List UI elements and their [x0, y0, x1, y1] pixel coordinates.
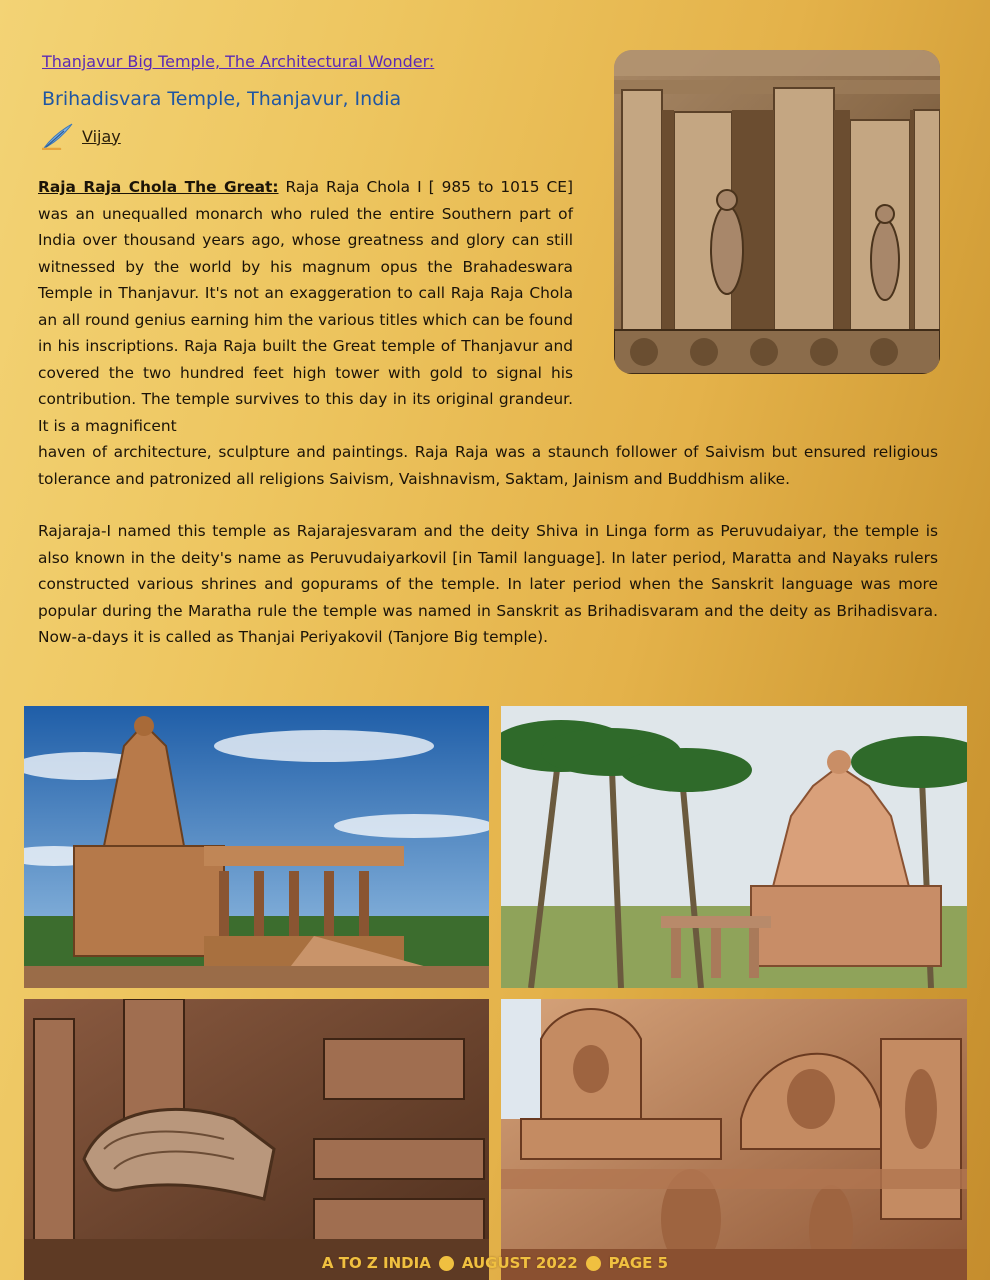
hero-image-temple-wall-carvings: [614, 50, 940, 374]
article-title: Brihadisvara Temple, Thanjavur, India: [42, 88, 402, 110]
footer-publication: A TO Z INDIA: [321, 1254, 431, 1272]
footer-page-number: PAGE 5: [608, 1254, 669, 1272]
article-paragraph-1: [38, 174, 573, 439]
photo-shrine-coconut-palms: [501, 706, 967, 988]
photo-stone-spout-carving: [24, 999, 489, 1280]
author-byline: [42, 122, 121, 150]
author-name[interactable]: Vijay: [82, 126, 121, 146]
footer-dot-separator: [439, 1256, 454, 1271]
page-footer: [0, 1254, 990, 1272]
footer-dot-separator: [586, 1256, 601, 1271]
paragraph-1-text: Raja Raja Chola I [ 985 to 1015 CE] was an unequalled monarch who ruled the entire Southern part of India over thousand years ago, whose greatness and glory can still witnessed by the world by his magnum opus the Brahadeswara Temple in Thanjavur. It's not an exaggeration to call Raja Raja Chola an all round genius earning him the various titles which can be found in his inscriptions. Raja Raja built the Great temple of Thanjavur and covered the two hundred feet high tower with gold to signal his contribution. The temple survives to this day in its original grandeur. It is a magnificent: [38, 178, 573, 435]
photo-gopuram-sculptures: [501, 999, 967, 1280]
quill-pen-icon: [42, 122, 74, 150]
article-kicker[interactable]: Thanjavur Big Temple, The Architectural Wonder:: [42, 52, 435, 71]
paragraph-lead: Raja Raja Chola The Great:: [38, 178, 279, 196]
photo-temple-tower-blue-sky: [24, 706, 489, 988]
article-paragraph-1-continued: haven of architecture, sculpture and paintings. Raja Raja was a staunch follower of Saivism but ensured religious tolerance and patronized all religions Saivism, Vaishnavism, Saktam, Jainism and Buddhism alike.: [38, 443, 938, 488]
footer-issue: AUGUST 2022: [461, 1254, 578, 1272]
article-paragraph-2: Rajaraja-I named this temple as Rajarajesvaram and the deity Shiva in Linga form as Peruvudaiyar, the temple is also known in the deity's name as Peruvudaiyarkovil [in Tamil language]. In later period, Maratta and Nayaks rulers constructed various shrines and gopurams of the temple. In later period when the Sanskrit language was more popular during the Maratha rule the temple was named in Sanskrit as Brihadisvaram and the deity as Brihadisvara. Now-a-days it is called as Thanjai Periyakovil (Tanjore Big temple).: [38, 522, 938, 646]
